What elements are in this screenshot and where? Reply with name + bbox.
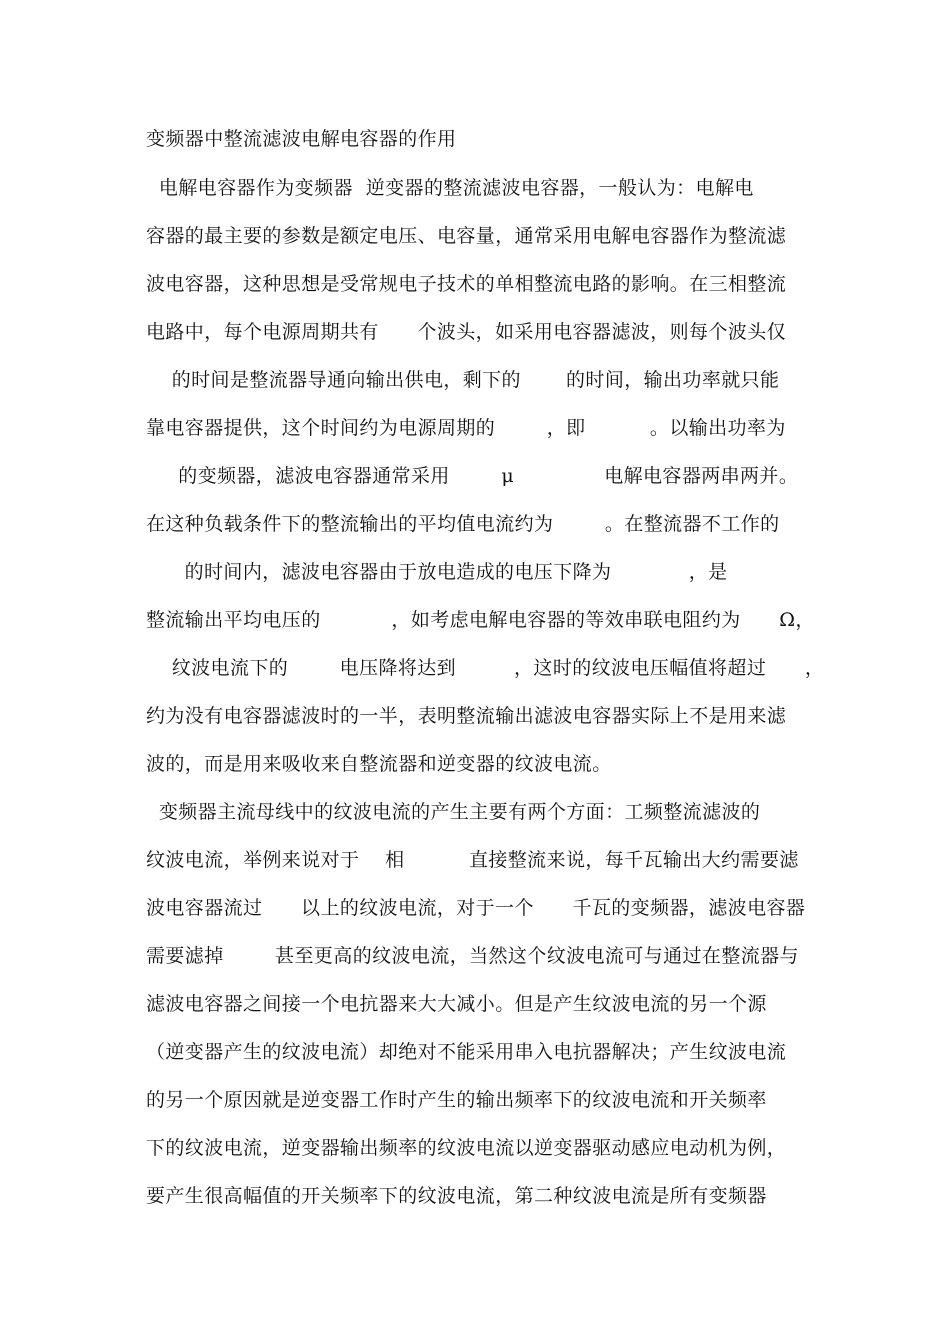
text-line: 需要滤掉 甚至更高的纹波电流，当然这个纹波电流可与通过在整流器与: [146, 945, 799, 967]
text-line: 纹波电流下的 电压降将达到 ，这时的纹波电压幅值将超过 ，: [146, 657, 825, 679]
text-line: 电路中，每个电源周期共有 个波头，如采用电容器滤波，则每个波头仅: [146, 321, 787, 343]
text-line: 的时间内，滤波电容器由于放电造成的电压下降为 ，是: [146, 561, 728, 583]
text-line: 下的纹波电流，逆变器输出频率的纹波电流以逆变器驱动感应电动机为例，: [146, 1137, 787, 1159]
text-line: 的时间是整流器导通向输出供电，剩下的 的时间，输出功率就只能: [146, 369, 780, 391]
text-line: 容器的最主要的参数是额定电压、电容量，通常采用电解电容器作为整流滤: [146, 225, 787, 247]
text-line: 变频器主流母线中的纹波电流的产生主要有两个方面：工频整流滤波的: [146, 801, 761, 823]
text-line: 要产生很高幅值的开关频率下的纹波电流，第二种纹波电流是所有变频器: [146, 1185, 767, 1207]
text-line: （逆变器产生的纹波电流）却绝对不能采用串入电抗器解决；产生纹波电流: [146, 1041, 787, 1063]
document-title: 变频器中整流滤波电解电容器的作用: [146, 128, 457, 150]
text-line: 在这种负载条件下的整流输出的平均值电流约为 。在整流器不工作的: [146, 513, 780, 535]
text-line: 的变频器，滤波电容器通常采用 μ 电解电容器两串两并。: [146, 465, 799, 487]
text-line: 波的，而是用来吸收来自整流器和逆变器的纹波电流。: [146, 753, 612, 775]
text-line: 整流输出平均电压的 ，如考虑电解电容器的等效串联电阻约为 Ω，: [146, 609, 815, 631]
text-line: 纹波电流，举例来说对于 相 直接整流来说，每千瓦输出大约需要滤: [146, 849, 799, 871]
text-line: 波电容器流过 以上的纹波电流，对于一个 千瓦的变频器，滤波电容器: [146, 897, 806, 919]
text-line: 靠电容器提供，这个时间约为电源周期的 ，即 。以输出功率为: [146, 417, 786, 439]
text-line: 电解电容器作为变频器 逆变器的整流滤波电容器，一般认为：电解电: [146, 177, 754, 199]
text-line: 滤波电容器之间接一个电抗器来大大减小。但是产生纹波电流的另一个源: [146, 993, 767, 1015]
text-line: 约为没有电容器滤波时的一半，表明整流输出滤波电容器实际上不是用来滤: [146, 705, 787, 727]
text-line: 的另一个原因就是逆变器工作时产生的输出频率下的纹波电流和开关频率: [146, 1089, 767, 1111]
text-line: 波电容器，这种思想是受常规电子技术的单相整流电路的影响。在三相整流: [146, 273, 787, 295]
